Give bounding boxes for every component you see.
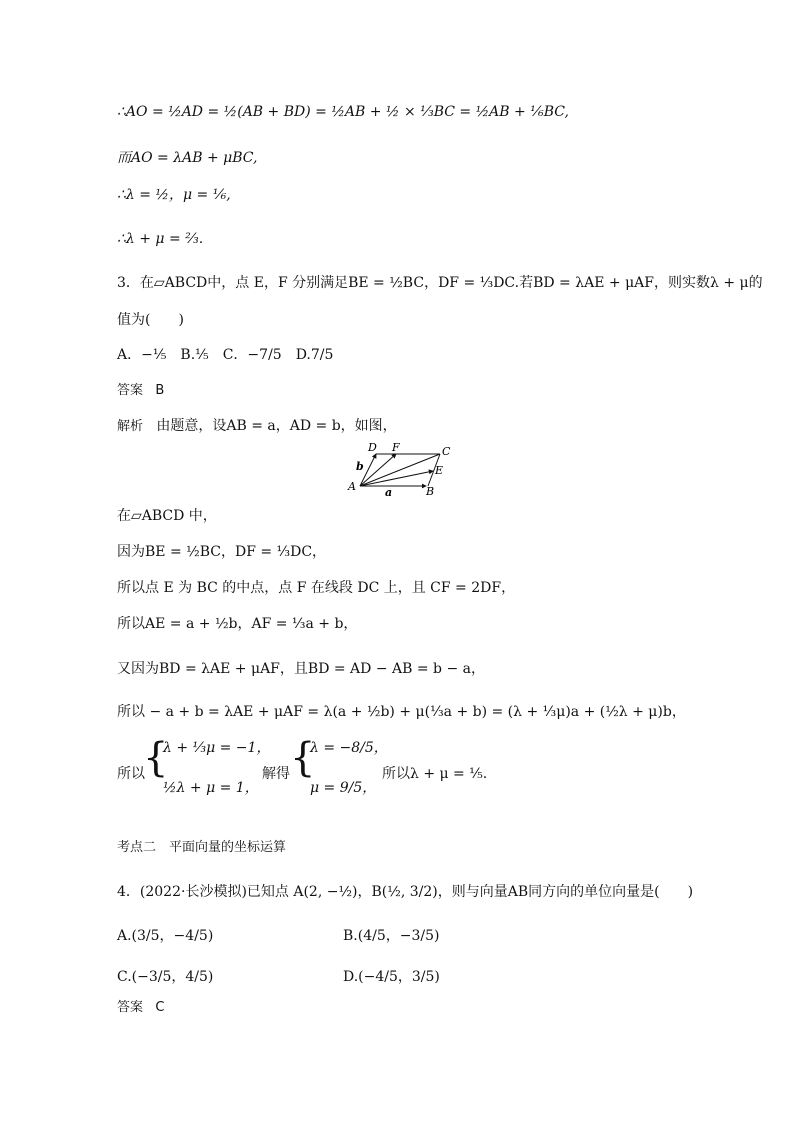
vector-af [360,454,396,486]
label-f: F [392,441,400,454]
derivation-line-1: ∴AO = ½AD = ½(AB + BD) = ½AB + ½ × ⅓BC = ½AB + ⅙BC, [117,104,569,120]
label-c: C [442,445,451,458]
label-vec-b: b [356,460,364,473]
label-b: B [426,485,435,498]
analysis-label: 解析 [117,419,144,434]
solution-step-7-end: 所以λ + μ = ⅕. [382,766,488,782]
equation-system-2 [290,734,390,804]
derivation-line-4: ∴λ + μ = ⅔. [117,231,204,247]
system-1-eq-2: ½λ + μ = 1， [163,780,259,796]
question-4-option-c: C.(−3/5，4/5) [117,969,214,985]
solution-step-5: 又因为BD = λAE + μAF，且BD = AD − AB = b − a， [117,661,485,677]
question-3-stem: 3．在▱ABCD中，点 E，F 分别满足BE = ½BC，DF = ⅓DC.若BD = λAE + μAF，则实数λ + μ的 [117,275,763,291]
label-vec-a: a [385,486,393,498]
question-4-option-b: B.(4/5，−3/5) [343,928,440,944]
solution-step-7-mid: 解得 [262,766,290,782]
system-2-eq-1: λ = −8/5， [310,740,388,756]
system-2-eq-2: μ = 9/5， [310,780,377,796]
system-1-eq-1: λ + ⅓μ = −1， [163,740,271,756]
answer-value: C [155,1000,165,1015]
solution-step-1: 在▱ABCD 中， [117,508,217,524]
answer-label: 答案 [117,383,144,398]
solution-step-3: 所以点 E 为 BC 的中点，点 F 在线段 DC 上，且 CF = 2DF， [117,580,516,596]
question-4-answer [117,998,165,1018]
question-3-stem-2: 值为( ) [117,312,184,328]
derivation-line-2: 而AO = λAB + μBC, [117,150,258,166]
derivation-line-3: ∴λ = ½，μ = ⅙, [117,187,231,203]
answer-value: B [155,383,165,398]
question-3-analysis [117,416,397,437]
section-title: 考点二 平面向量的坐标运算 [117,840,287,855]
question-3-options: A．−⅕ B.⅕ C．−7/5 D.7/5 [117,347,334,363]
question-4-option-a: A.(3/5，−4/5) [117,928,214,944]
analysis-intro: 由题意，设AB = a，AD = b，如图， [156,418,397,434]
label-a: A [348,480,356,493]
solution-step-2: 因为BE = ½BC，DF = ⅓DC， [117,544,327,560]
vector-ae [360,471,433,486]
equation-system-1 [143,734,271,804]
question-3-answer [117,381,164,401]
question-4-option-d: D.(−4/5，3/5) [343,969,440,985]
answer-label: 答案 [117,1000,144,1015]
parallelogram-figure [340,440,460,498]
solution-step-4: 所以AE = a + ½b，AF = ⅓a + b， [117,616,358,632]
diagonal-ac [360,454,440,486]
brace: { [290,735,316,781]
label-e: E [435,464,444,477]
solution-step-6: 所以 − a + b = λAE + μAF = λ(a + ½b) + μ(⅓a + b) = (λ + ⅓μ)a + (½λ + μ)b， [117,704,686,720]
brace: { [143,735,169,781]
question-4-stem: 4．(2022·长沙模拟)已知点 A(2, −½)，B(½, 3/2)，则与向量AB同方向的单位向量是( ) [117,884,694,900]
solution-step-7-prefix: 所以 [117,766,145,782]
label-d: D [368,441,377,454]
